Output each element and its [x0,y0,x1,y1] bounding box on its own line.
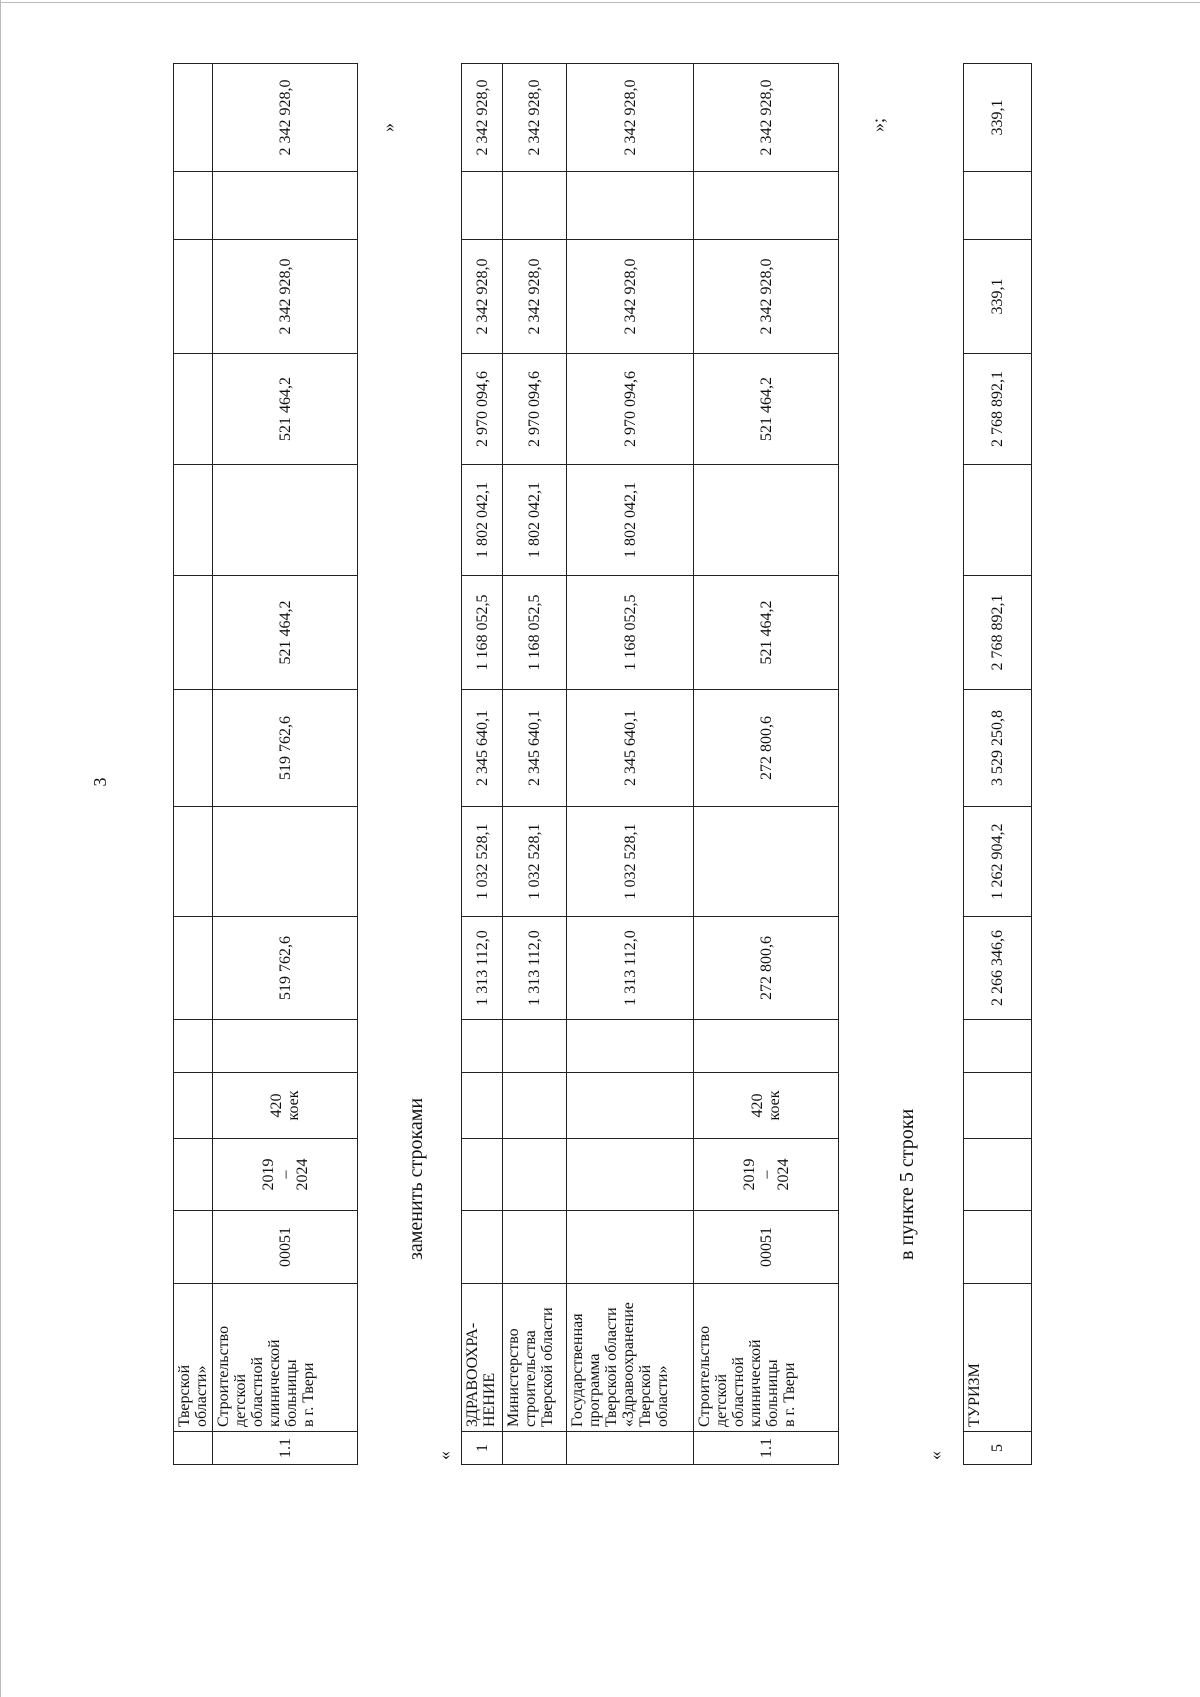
table-cell-c4: 2 345 640,1 [503,690,567,807]
table-cell-c3 [174,807,213,917]
opening-quote: « [434,1451,454,1460]
table-cell-capacity [462,1073,503,1139]
table-cell-c1 [567,1020,694,1073]
table-cell-c3 [694,807,839,917]
table-cell-c4: 2 345 640,1 [567,690,694,807]
table-cell-name: ТУРИЗМ [964,1284,1032,1432]
table-cell-c9 [567,172,694,240]
table-cell-code [174,1211,213,1284]
table-cell-c8 [174,240,213,354]
table-cell-c3: 1 032 528,1 [503,807,567,917]
table-cell-c4: 272 800,6 [694,690,839,807]
point-instruction: в пункте 5 строки [896,1108,918,1260]
table-cell-period [462,1139,503,1211]
table-cell-c7: 2 768 892,1 [964,354,1032,465]
table-cell-c9 [964,172,1032,240]
table-cell-c2: 1 313 112,0 [567,917,694,1020]
table-cell-c5: 1 168 052,5 [503,576,567,690]
table-cell-c2: 2 266 346,6 [964,917,1032,1020]
table-cell-c5: 1 168 052,5 [567,576,694,690]
table-fragment-2 [461,63,839,1465]
table-cell-c4: 3 529 250,8 [964,690,1032,807]
table-cell-c10: 2 342 928,0 [503,64,567,172]
table-cell-name: Государственная программа Тверской области «Здравоохранение Тверской области» [567,1284,694,1432]
table-cell-c7: 2 970 094,6 [567,354,694,465]
table-cell-c2 [174,917,213,1020]
table-cell-c10 [174,64,213,172]
table-row [567,64,694,1465]
table-row [213,64,358,1465]
table-cell-no: 1.1 [694,1432,839,1465]
table-cell-c1 [462,1020,503,1073]
table-cell-no: 1.1 [213,1432,358,1465]
table-cell-c6: 1 802 042,1 [567,465,694,576]
table-cell-period [964,1139,1032,1211]
table-cell-c7: 521 464,2 [213,354,358,465]
table-cell-c1 [174,1020,213,1073]
table-cell-no [503,1432,567,1465]
table-cell-code: 00051 [694,1211,839,1284]
table-cell-period: 2019 – 2024 [694,1139,839,1211]
table-cell-c1 [964,1020,1032,1073]
table-cell-name: Строительство детской областной клинической больницы в г. Твери [694,1284,839,1432]
table-cell-no [174,1432,213,1465]
table-cell-c10: 2 342 928,0 [567,64,694,172]
table-cell-c10: 2 342 928,0 [694,64,839,172]
table-cell-c2: 272 800,6 [694,917,839,1020]
table-cell-c8: 2 342 928,0 [462,240,503,354]
table-cell-c5: 2 768 892,1 [964,576,1032,690]
table-cell-capacity [174,1073,213,1139]
table-cell-code [964,1211,1032,1284]
table-cell-name: Строительство детской областной клинической больницы в г. Твери [213,1284,358,1432]
table-cell-period [174,1139,213,1211]
table-cell-name: Министерство строительства Тверской области [503,1284,567,1432]
table-cell-c9 [174,172,213,240]
table-cell-c1 [694,1020,839,1073]
table-row [503,64,567,1465]
closing-quote: » [378,123,398,132]
table-cell-c6 [694,465,839,576]
table-cell-capacity [503,1073,567,1139]
table-cell-no: 1 [462,1432,503,1465]
table-cell-c9 [694,172,839,240]
table-cell-no [567,1432,694,1465]
table-cell-name: Тверской области» [174,1284,213,1432]
table-cell-c6 [964,465,1032,576]
table-cell-c1 [213,1020,358,1073]
table-cell-c7: 521 464,2 [694,354,839,465]
table-cell-c8: 2 342 928,0 [567,240,694,354]
table-cell-c10: 2 342 928,0 [213,64,358,172]
table-cell-c3: 1 032 528,1 [462,807,503,917]
table-cell-capacity: 420 коек [694,1073,839,1139]
table-cell-c8: 339,1 [964,240,1032,354]
table-cell-c8: 2 342 928,0 [213,240,358,354]
table-cell-c5: 521 464,2 [213,576,358,690]
table-cell-c3 [213,807,358,917]
table-cell-code [567,1211,694,1284]
table-cell-period: 2019 – 2024 [213,1139,358,1211]
table-cell-c6: 1 802 042,1 [503,465,567,576]
table-row [964,64,1032,1465]
table-cell-c6 [174,465,213,576]
table-cell-c9 [462,172,503,240]
table-cell-c2: 1 313 112,0 [462,917,503,1020]
table-cell-c4: 2 345 640,1 [462,690,503,807]
table-cell-capacity [567,1073,694,1139]
table-cell-c2: 519 762,6 [213,917,358,1020]
opening-quote: « [925,1451,945,1460]
table-cell-period [567,1139,694,1211]
table-fragment-3 [963,63,1032,1465]
table-cell-period [503,1139,567,1211]
table-row [462,64,503,1465]
table-cell-c1 [503,1020,567,1073]
table-cell-c3: 1 262 904,2 [964,807,1032,917]
table-cell-no: 5 [964,1432,1032,1465]
closing-quote: »; [868,117,888,132]
table-cell-c7: 2 970 094,6 [462,354,503,465]
replace-instruction: заменить строками [405,1097,427,1260]
page-number: 3 [90,777,110,787]
table-cell-capacity: 420 коек [213,1073,358,1139]
table-cell-c8: 2 342 928,0 [694,240,839,354]
table-cell-capacity [964,1073,1032,1139]
table-cell-c4: 519 762,6 [213,690,358,807]
table-cell-c6: 1 802 042,1 [462,465,503,576]
table-cell-c7: 2 970 094,6 [503,354,567,465]
table-cell-code [503,1211,567,1284]
table-cell-c6 [213,465,358,576]
table-cell-c4 [174,690,213,807]
table-cell-c10: 2 342 928,0 [462,64,503,172]
table-cell-c3: 1 032 528,1 [567,807,694,917]
table-fragment-1 [173,63,358,1465]
table-cell-c9 [503,172,567,240]
table-cell-c8: 2 342 928,0 [503,240,567,354]
table-cell-c9 [213,172,358,240]
table-cell-code [462,1211,503,1284]
table-cell-name: ЗДРАВООХРА- НЕНИЕ [462,1284,503,1432]
table-cell-c2: 1 313 112,0 [503,917,567,1020]
table-cell-c7 [174,354,213,465]
table-row [694,64,839,1465]
table-cell-c5: 521 464,2 [694,576,839,690]
table-cell-c5: 1 168 052,5 [462,576,503,690]
table-cell-c10: 339,1 [964,64,1032,172]
table-row [174,64,213,1465]
table-cell-code: 00051 [213,1211,358,1284]
table-cell-c5 [174,576,213,690]
